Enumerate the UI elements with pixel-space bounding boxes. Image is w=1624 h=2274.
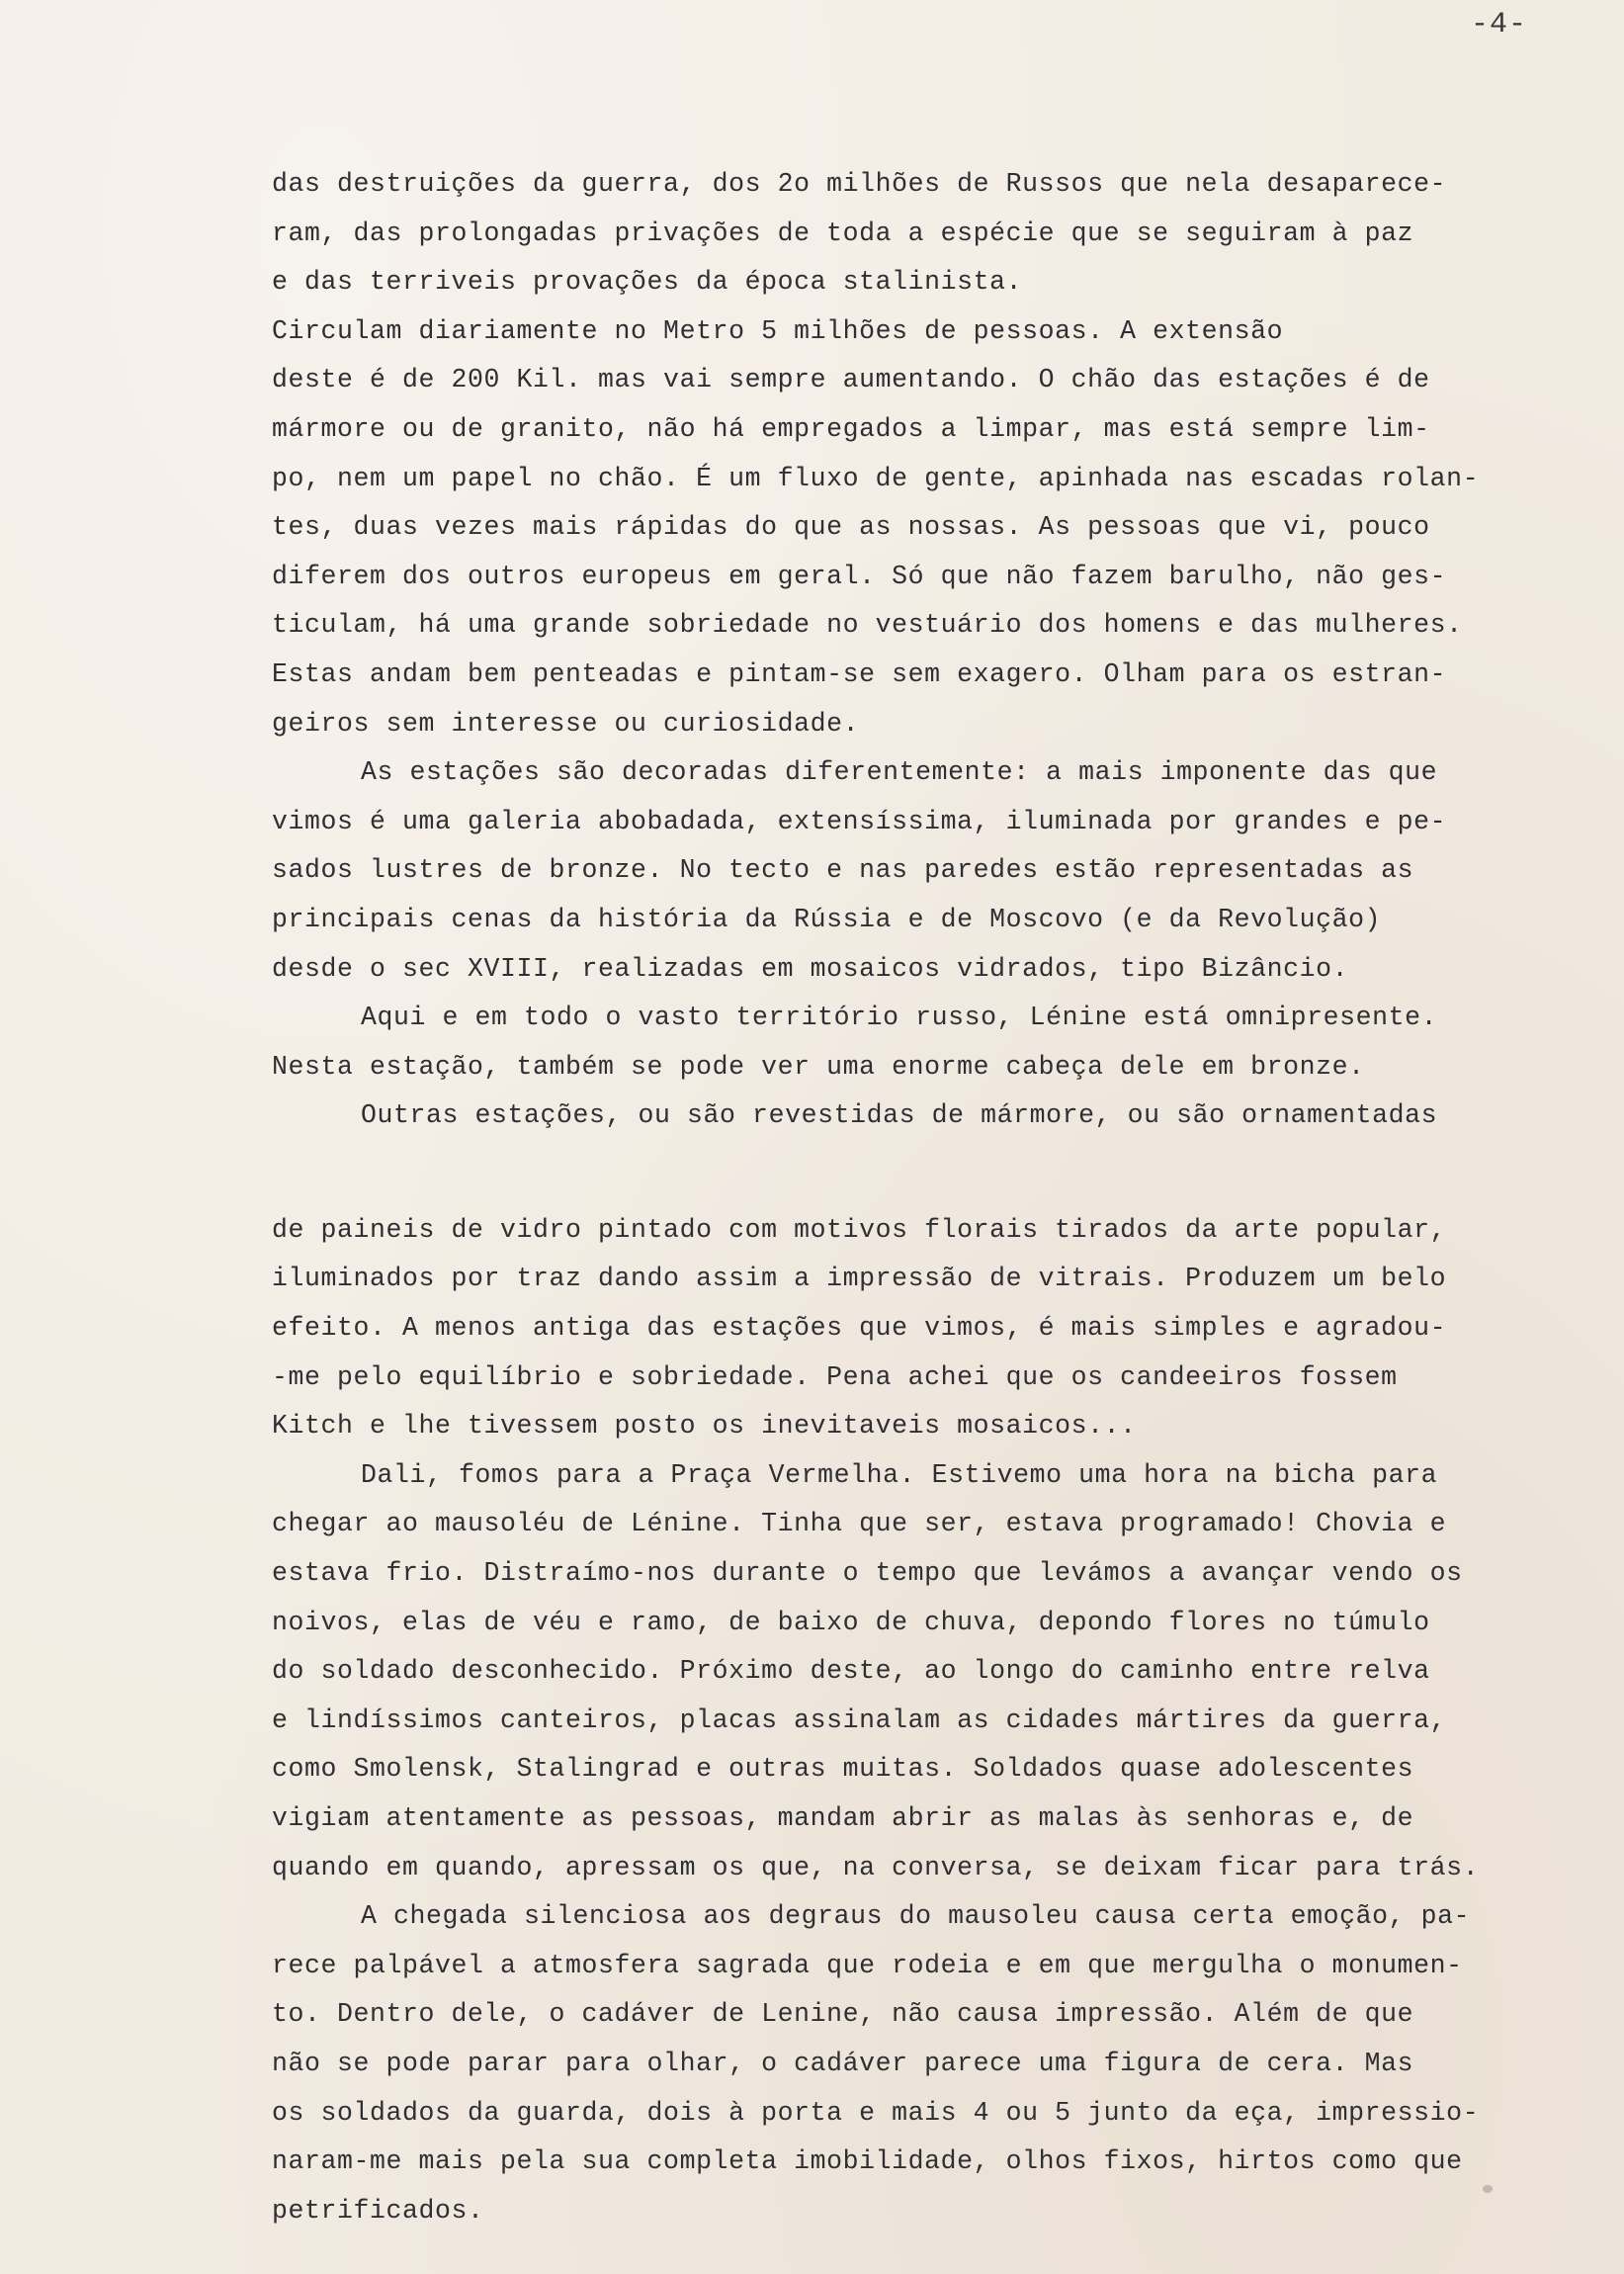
text-line: naram-me mais pela sua completa imobilidade, olhos fixos, hirtos como que bbox=[272, 2146, 1463, 2177]
text-line: noivos, elas de véu e ramo, de baixo de chuva, depondo flores no túmulo bbox=[272, 1607, 1430, 1637]
text-line: efeito. A menos antiga das estações que vimos, é mais simples e agradou- bbox=[272, 1313, 1447, 1344]
text-line: Aqui e em todo o vasto território russo, Lénine está omnipresente. bbox=[361, 1003, 1438, 1033]
text-line: ram, das prolongadas privações de toda a espécie que se seguiram à paz bbox=[272, 218, 1414, 248]
text-line: As estações são decoradas diferentemente: a mais imponente das que bbox=[361, 757, 1438, 788]
text-line: estava frio. Distraímo-nos durante o tempo que levámos a avançar vendo os bbox=[272, 1558, 1463, 1589]
text-line: geiros sem interesse ou curiosidade. bbox=[272, 708, 860, 739]
text-line: não se pode parar para olhar, o cadáver parece uma figura de cera. Mas bbox=[272, 2048, 1414, 2078]
text-line: diferem dos outros europeus em geral. Só que não fazem barulho, não ges- bbox=[272, 561, 1447, 591]
text-line: ticulam, há uma grande sobriedade no vestuário dos homens e das mulheres. bbox=[272, 610, 1463, 641]
text-line: principais cenas da história da Rússia e de Moscovo (e da Revolução) bbox=[272, 904, 1382, 934]
text-line: deste é de 200 Kil. mas vai sempre aumentando. O chão das estações é de bbox=[272, 365, 1430, 395]
text-line: tes, duas vezes mais rápidas do que as nossas. As pessoas que vi, pouco bbox=[272, 512, 1430, 543]
text-line: quando em quando, apressam os que, na conversa, se deixam ficar para trás. bbox=[272, 1852, 1480, 1882]
text-line: rece palpável a atmosfera sagrada que rodeia e em que mergulha o monumen- bbox=[272, 1950, 1463, 1980]
text-line: das destruições da guerra, dos 2o milhões de Russos que nela desaparece- bbox=[272, 169, 1447, 199]
paper-smudge bbox=[1483, 2185, 1493, 2193]
text-line: desde o sec XVIII, realizadas em mosaicos vidrados, tipo Bizâncio. bbox=[272, 953, 1349, 984]
text-line: Estas andam bem penteadas e pintam-se sem exagero. Olham para os estran- bbox=[272, 658, 1447, 689]
text-line: Circulam diariamente no Metro 5 milhões de pessoas. A extensão bbox=[272, 315, 1284, 346]
document-body bbox=[272, 160, 1596, 2235]
text-line: Outras estações, ou são revestidas de mármore, ou são ornamentadas bbox=[361, 1100, 1438, 1131]
text-line: Kitch e lhe tivessem posto os inevitaveis mosaicos... bbox=[272, 1411, 1137, 1442]
text-line: vimos é uma galeria abobadada, extensíssima, iluminada por grandes e pe- bbox=[272, 806, 1447, 836]
text-line: chegar ao mausoléu de Lénine. Tinha que ser, estava programado! Chovia e bbox=[272, 1509, 1447, 1539]
text-line: como Smolensk, Stalingrad e outras muitas. Soldados quase adolescentes bbox=[272, 1754, 1414, 1785]
text-line: os soldados da guarda, dois à porta e mais 4 ou 5 junto da eça, impressio- bbox=[272, 2097, 1480, 2128]
page-number: -4- bbox=[1471, 8, 1528, 42]
text-line: Dali, fomos para a Praça Vermelha. Estivemo uma hora na bicha para bbox=[361, 1459, 1438, 1490]
text-line: po, nem um papel no chão. É um fluxo de gente, apinhada nas escadas rolan- bbox=[272, 463, 1480, 493]
text-line: de paineis de vidro pintado com motivos florais tirados da arte popular, bbox=[272, 1214, 1447, 1245]
text-line: Nesta estação, também se pode ver uma enorme cabeça dele em bronze. bbox=[272, 1051, 1365, 1082]
text-line: e lindíssimos canteiros, placas assinalam as cidades mártires da guerra, bbox=[272, 1705, 1447, 1735]
text-line: sados lustres de bronze. No tecto e nas paredes estão representadas as bbox=[272, 855, 1414, 886]
text-line: iluminados por traz dando assim a impressão de vitrais. Produzem um belo bbox=[272, 1264, 1447, 1294]
text-line: mármore ou de granito, não há empregados a limpar, mas está sempre lim- bbox=[272, 413, 1430, 444]
paragraph-gap bbox=[272, 1141, 1596, 1206]
text-line: to. Dentro dele, o cadáver de Lenine, não causa impressão. Além de que bbox=[272, 1999, 1414, 2030]
text-line: vigiam atentamente as pessoas, mandam abrir as malas às senhoras e, de bbox=[272, 1803, 1414, 1833]
text-line: -me pelo equilíbrio e sobriedade. Pena achei que os candeeiros fossem bbox=[272, 1361, 1398, 1392]
text-line: petrificados. bbox=[272, 2195, 484, 2226]
text-line: A chegada silenciosa aos degraus do mausoleu causa certa emoção, pa- bbox=[361, 1901, 1471, 1932]
text-line: do soldado desconhecido. Próximo deste, ao longo do caminho entre relva bbox=[272, 1656, 1430, 1687]
text-line: e das terriveis provações da época stalinista. bbox=[272, 267, 1023, 298]
